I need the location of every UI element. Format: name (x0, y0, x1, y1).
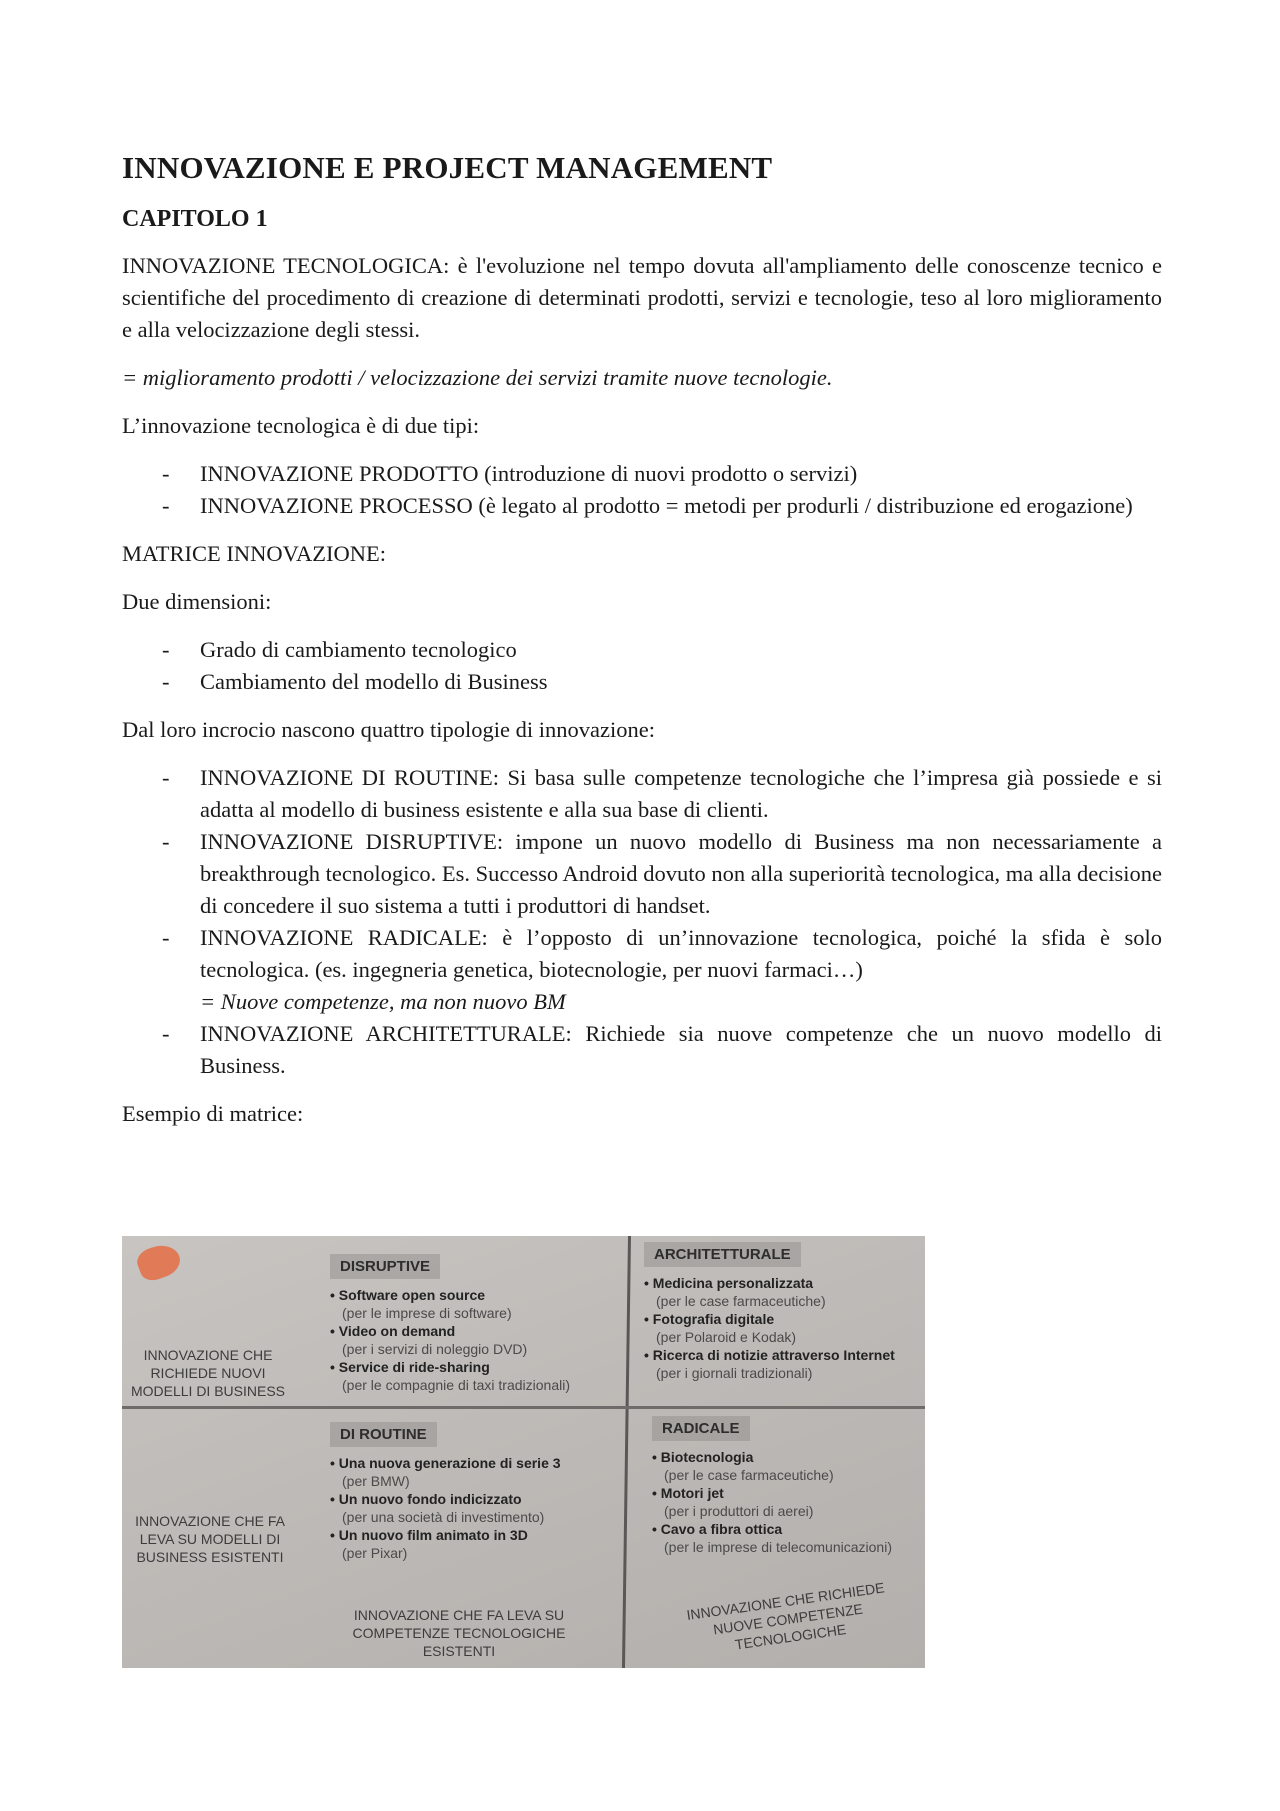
quadrant-list-radicale (652, 1448, 922, 1556)
chapter-heading: CAPITOLO 1 (122, 206, 268, 232)
quadrant-list-routine (330, 1454, 620, 1562)
list-item: - INNOVAZIONE PRODOTTO (introduzione di nuovi prodotto o servizi) (162, 461, 858, 486)
list-item: - Grado di cambiamento tecnologico (162, 637, 517, 662)
list-item: • Biotecnologia (per le case farmaceutiche) (652, 1448, 922, 1484)
definition-paragraph: INNOVAZIONE TECNOLOGICA: è l'evoluzione nel tempo dovuta all'ampliamento delle conoscenze tecnico e scientifiche del procedimento di creazione di determinati prodotti, servizi e tecnologie, teso al loro miglioramento e alla velocizzazione degli stessi. (122, 253, 1162, 342)
list-item: • Un nuovo fondo indicizzato (per una società di investimento) (330, 1490, 620, 1526)
list-item: • Fotografia digitale (per Polaroid e Kodak) (644, 1310, 919, 1346)
list-item: • Motori jet (per i produttori di aerei) (652, 1484, 922, 1520)
matrix-heading: MATRICE INNOVAZIONE: (122, 541, 386, 566)
document-page (122, 150, 1162, 1146)
typologies-list (122, 762, 1162, 1082)
column-label-right: INNOVAZIONE CHE RICHIEDE NUOVE COMPETENZE TECNOLOGICHE (685, 1579, 886, 1653)
list-item: - INNOVAZIONE RADICALE: è l’opposto di un’innovazione tecnologica, poiché la sfida è solo tecnologica. (es. ingegneria genetica, biotecnologie, per nuovi farmaci…) = Nuove competenze, ma non nuovo BM (122, 922, 1162, 1018)
typologies-intro: Dal loro incrocio nascono quattro tipologie di innovazione: (122, 717, 655, 742)
matrix-photo (122, 1236, 925, 1668)
row-label-bottom: INNOVAZIONE CHE FA LEVA SU MODELLI DI BUSINESS ESISTENTI (135, 1513, 285, 1565)
quadrant-title-architetturale: ARCHITETTURALE (644, 1242, 801, 1267)
highlight-mark-icon (134, 1240, 184, 1284)
quadrant-title-routine: DI ROUTINE (330, 1422, 437, 1447)
horizontal-divider (122, 1406, 925, 1409)
types-list (122, 458, 1162, 522)
list-item: • Un nuovo film animato in 3D (per Pixar) (330, 1526, 620, 1562)
quadrant-title-disruptive: DISRUPTIVE (330, 1254, 440, 1279)
example-label: Esempio di matrice: (122, 1101, 304, 1126)
list-item: • Software open source (per le imprese di software) (330, 1286, 620, 1322)
list-item: - INNOVAZIONE ARCHITETTURALE: Richiede sia nuove competenze che un nuovo modello di Business. (162, 1021, 1162, 1078)
list-item: • Cavo a fibra ottica (per le imprese di telecomunicazioni) (652, 1520, 922, 1556)
list-item: - INNOVAZIONE PROCESSO (è legato al prodotto = metodi per produrli / distribuzione ed erogazione) (162, 493, 1133, 518)
quadrant-list-disruptive (330, 1286, 620, 1394)
vertical-divider (622, 1236, 631, 1668)
summary-line: = miglioramento prodotti / velocizzazione dei servizi tramite nuove tecnologie. (122, 365, 833, 390)
list-item: • Ricerca di notizie attraverso Internet (per i giornali tradizionali) (644, 1346, 919, 1382)
list-item: - INNOVAZIONE DISRUPTIVE: impone un nuovo modello di Business ma non necessariamente a breakthrough tecnologico. Es. Successo Android dovuto non alla superiorità tecnologica, ma alla decisione di concedere il suo sistema a tutti i produttori di handset. (162, 829, 1162, 918)
list-item: • Video on demand (per i servizi di noleggio DVD) (330, 1322, 620, 1358)
document-title: INNOVAZIONE E PROJECT MANAGEMENT (122, 150, 773, 185)
quadrant-title-radicale: RADICALE (652, 1416, 750, 1441)
list-item: • Service di ride-sharing (per le compagnie di taxi tradizionali) (330, 1358, 620, 1394)
list-item: - INNOVAZIONE DI ROUTINE: Si basa sulle competenze tecnologiche che l’impresa già possiede e si adatta al modello di business esistente e alla sua base di clienti. (162, 765, 1162, 822)
list-item: - Cambiamento del modello di Business (162, 669, 548, 694)
row-label-top: INNOVAZIONE CHE RICHIEDE NUOVI MODELLI DI BUSINESS (130, 1347, 286, 1399)
quadrant-list-architetturale (644, 1274, 919, 1382)
radicale-note: = Nuove competenze, ma non nuovo BM (200, 989, 566, 1014)
dimensions-intro: Due dimensioni: (122, 589, 272, 614)
column-label-left: INNOVAZIONE CHE FA LEVA SU COMPETENZE TECNOLOGICHE ESISTENTI (352, 1607, 566, 1659)
list-item: • Medicina personalizzata (per le case farmaceutiche) (644, 1274, 919, 1310)
types-intro: L’innovazione tecnologica è di due tipi: (122, 413, 480, 438)
dimensions-list (122, 634, 1162, 698)
list-item: • Una nuova generazione di serie 3 (per BMW) (330, 1454, 620, 1490)
